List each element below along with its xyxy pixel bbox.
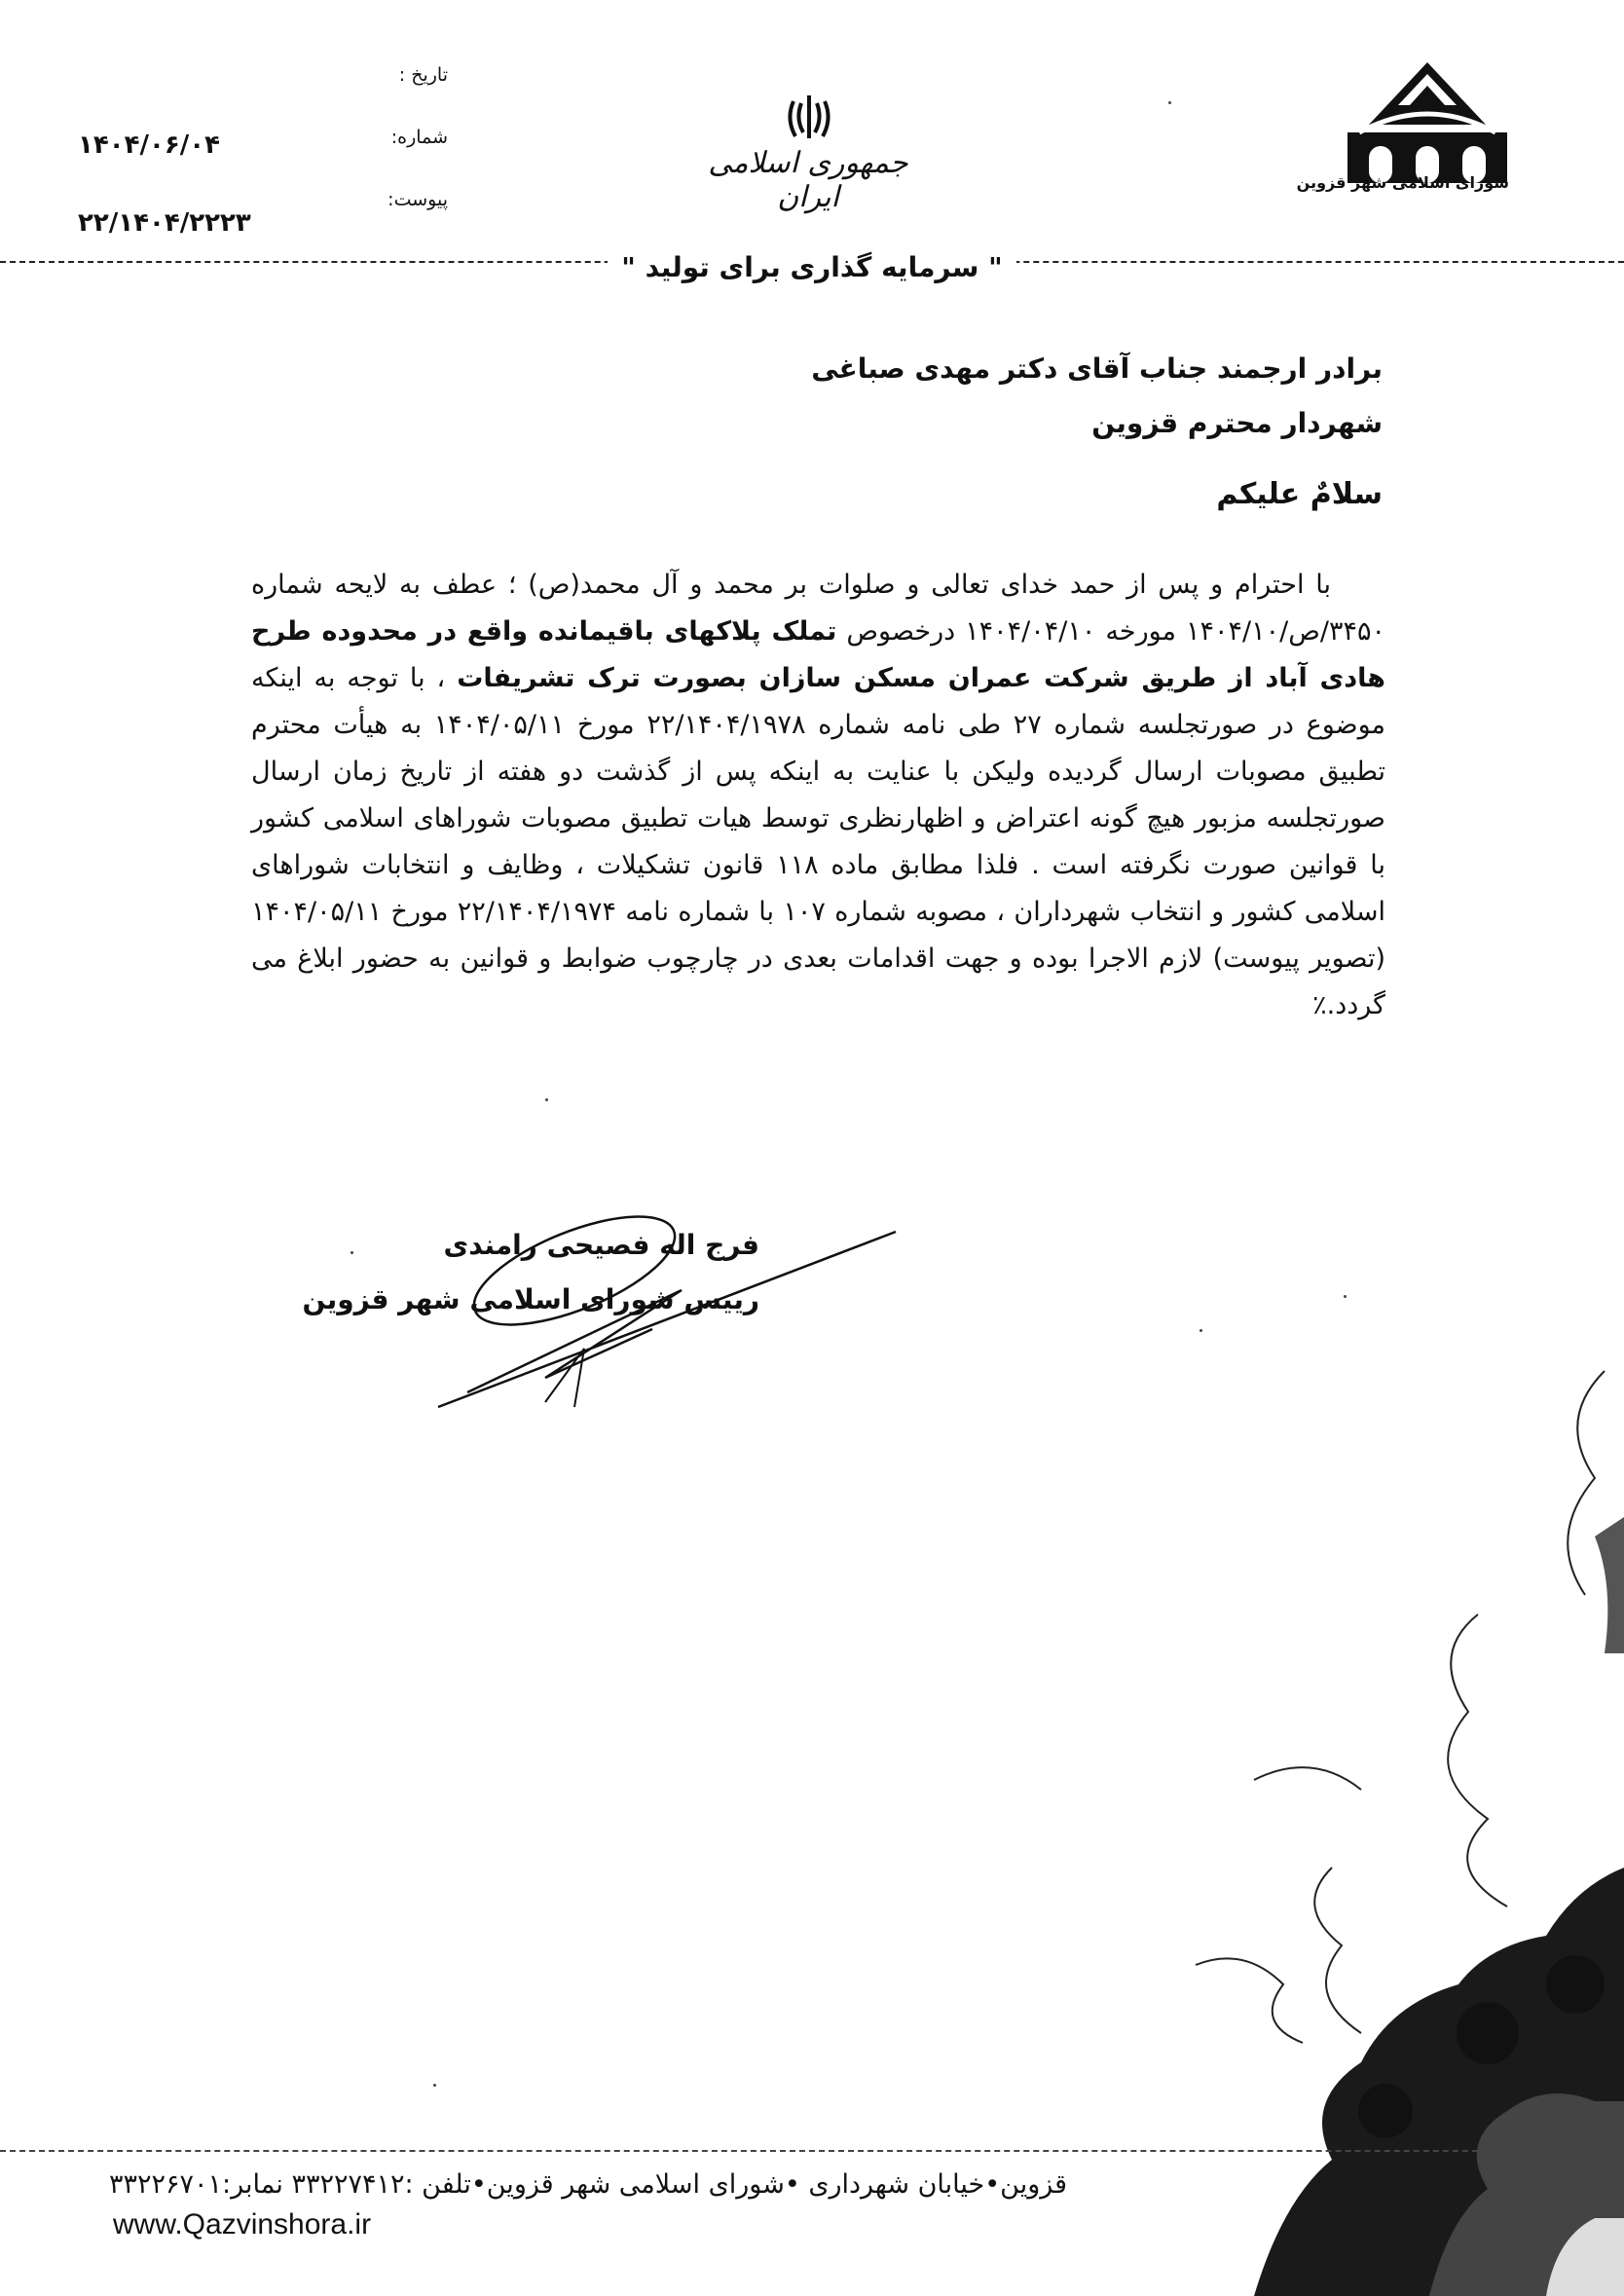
greeting: سلامٌ علیکم bbox=[1216, 477, 1383, 511]
iran-emblem-icon bbox=[784, 93, 834, 142]
body-subject: تملک پلاکهای باقیمانده واقع در محدوده طرح هادی آباد از طریق شرکت عمران مسکن سازان بصورت ترک تشریفات bbox=[251, 616, 1385, 693]
number-value: ۲۲/۱۴۰۴/۲۲۲۳ bbox=[78, 208, 251, 238]
slogan: " سرمایه گذاری برای تولید " bbox=[0, 251, 1624, 283]
footer-divider bbox=[0, 2150, 1624, 2152]
scan-speck bbox=[1168, 101, 1171, 104]
date-value: ۱۴۰۴/۰۶/۰۴ bbox=[78, 130, 220, 160]
number-label: شماره: bbox=[390, 127, 448, 148]
recipient-line-2: شهردار محترم قزوین bbox=[1091, 407, 1383, 439]
letter-body bbox=[251, 562, 1385, 1029]
body-rest: ، با توجه به اینکه موضوع در صورتجلسه شماره ۲۷ طی نامه شماره ۲۲/۱۴۰۴/۱۹۷۸ مورخ ۱۴۰۴/۰۵/۱۱ به هیأت محترم تطبیق مصوبات ارسال گردیده ولیکن با عنایت به اینکه پس از گذشت دو هفته از تاریخ زمان ارسال صورتجلسه مزبور هیچ گونه اعتراض و اظهارنظری توسط هیات تطبیق مصوبات شوراهای اسلامی کشور با قوانین صورت نگرفته است . فلذا مطابق ماده ۱۱۸ قانون تشکیلات ، وظایف و انتخابات شوراهای اسلامی کشور و انتخاب شهرداران ، مصوبه شماره ۱۰۷ با شماره نامه ۲۲/۱۴۰۴/۱۹۷۴ مورخ ۱۴۰۴/۰۵/۱۱ (تصویر پیوست) لازم الاجرا بوده و جهت اقدامات بعدی در چارچوب ضوابط و قوانین به حضور ابلاغ می گردد.٪ bbox=[251, 663, 1385, 1020]
footer-address: قزوین•خیابان شهرداری •شورای اسلامی شهر قزوین•تلفن :۳۳۲۲۷۴۱۲ نمابر:۳۳۲۲۶۷۰۱ bbox=[109, 2169, 1068, 2200]
handwritten-signature bbox=[428, 1212, 915, 1422]
scan-speck bbox=[433, 2084, 436, 2087]
logo-caption: شورای اسلامی شهر قزوین bbox=[1296, 173, 1509, 192]
republic-title: جمهوری اسلامی ایران bbox=[708, 146, 908, 214]
scan-speck bbox=[1200, 1329, 1202, 1332]
footer-website-link[interactable]: www.Qazvinshora.ir bbox=[113, 2208, 372, 2240]
signer-name: فرج اله فصیحی رامندی bbox=[443, 1229, 759, 1261]
scan-speck bbox=[351, 1251, 353, 1254]
recipient-line-1: برادر ارجمند جناب آقای دکتر مهدی صباغی bbox=[811, 352, 1383, 385]
scan-speck bbox=[1344, 1295, 1347, 1298]
body-intro: با احترام و پس از حمد خدای تعالی و صلوات بر محمد و آل محمد(ص) ؛ عطف به لایحه شماره ۳۴۵۰/ص/۱۴۰۴/۱۰ مورخه ۱۴۰۴/۰۴/۱۰ درخصوص bbox=[251, 570, 1385, 647]
signer-title: رییس شورای اسلامی شهر قزوین bbox=[302, 1283, 759, 1315]
date-label: تاریخ : bbox=[398, 64, 448, 86]
attachment-label: پیوست: bbox=[388, 189, 448, 210]
body-paragraph bbox=[251, 562, 1385, 1029]
decorative-illustration bbox=[1137, 1361, 1624, 2296]
scan-speck bbox=[545, 1098, 548, 1101]
